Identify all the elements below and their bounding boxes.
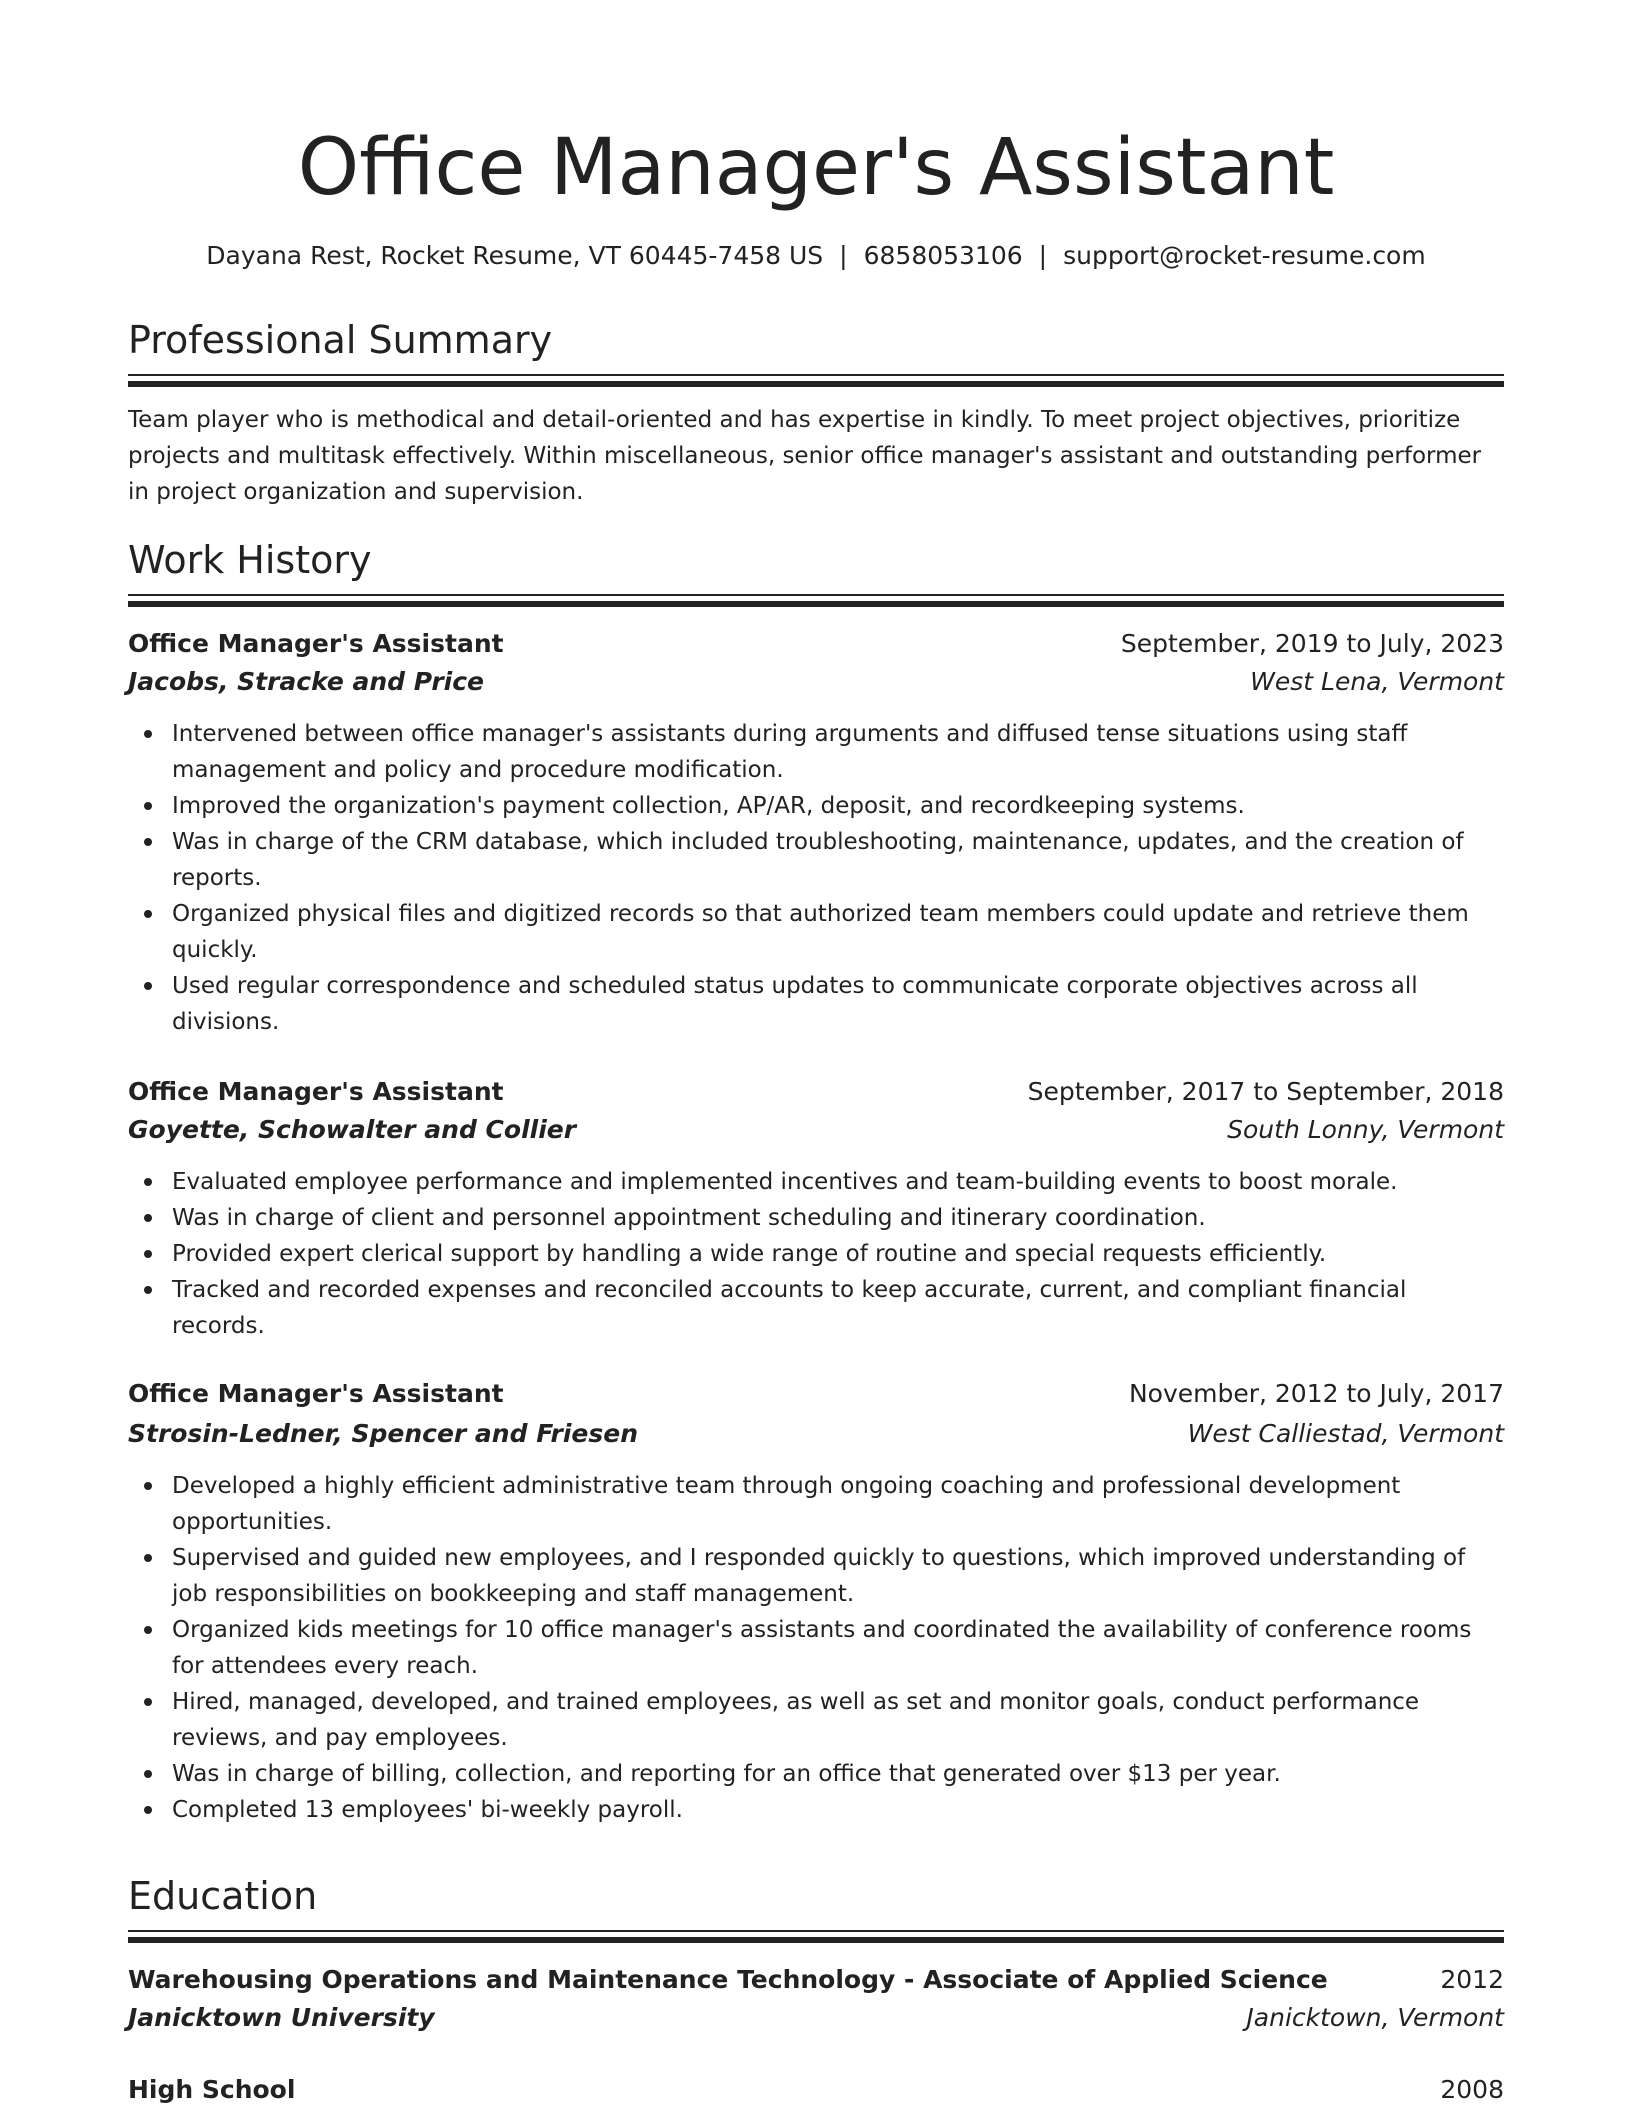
education-header [128,2072,1504,2108]
summary-text: Team player who is methodical and detail-oriented and has expertise in kindly. To meet project objectives, prioritize projects and multitask effectively. Within miscellaneous, senior office manager's assistant and outstanding performer in project organization and supervision. [128,407,1482,505]
education-school: Janicktown University [128,2003,435,2032]
education-header [128,1962,1504,1998]
education-year: 2012 [1440,1965,1504,1994]
job-header [128,1376,1504,1412]
job-dates: September, 2017 to September, 2018 [1027,1077,1504,1106]
contact-separator: | [1038,241,1048,270]
section-title-summary: Professional Summary [128,318,553,362]
list-item: Organized kids meetings for 10 office manager's assistants and coordinated the availability of conference rooms for attendees every reach. [172,1612,1504,1684]
job-position: Office Manager's Assistant [128,1077,504,1106]
contact-line [128,238,1504,274]
job-subheader [128,1112,1504,1148]
education-subheader [128,2000,1504,2036]
job-position: Office Manager's Assistant [128,1379,504,1408]
list-item: Evaluated employee performance and implemented incentives and team-building events to boost morale. [172,1164,1504,1200]
list-item: Organized physical files and digitized records so that authorized team members could update and retrieve them quickly. [172,896,1504,968]
education-degree: Warehousing Operations and Maintenance Technology - Associate of Applied Science [128,1965,1328,1994]
job-bullets [128,1468,1504,1828]
list-item: Used regular correspondence and scheduled status updates to communicate corporate objectives across all divisions. [172,968,1504,1040]
contact-email: support@rocket-resume.com [1063,241,1426,270]
job-dates: September, 2019 to July, 2023 [1120,629,1504,658]
contact-address: Dayana Rest, Rocket Resume, VT 60445-7458 US [206,241,824,270]
section-divider [128,1930,1504,1943]
list-item: Completed 13 employees' bi-weekly payroll. [172,1792,1504,1828]
list-item: Improved the organization's payment collection, AP/AR, deposit, and recordkeeping systems. [172,788,1504,824]
job-dates: November, 2012 to July, 2017 [1128,1379,1504,1408]
job-bullets [128,716,1504,1040]
list-item: Intervened between office manager's assistants during arguments and diffused tense situations using staff management and policy and procedure modification. [172,716,1504,788]
list-item: Was in charge of client and personnel appointment scheduling and itinerary coordination. [172,1200,1504,1236]
job-subheader [128,1416,1504,1452]
job-location: West Lena, Vermont [1250,667,1504,696]
list-item: Supervised and guided new employees, and I responded quickly to questions, which improved understanding of job responsibilities on bookkeeping and staff management. [172,1540,1504,1612]
list-item: Was in charge of billing, collection, and reporting for an office that generated over $13 per year. [172,1756,1504,1792]
list-item: Was in charge of the CRM database, which included troubleshooting, maintenance, updates, and the creation of reports. [172,824,1504,896]
contact-phone: 6858053106 [863,241,1023,270]
education-degree: High School [128,2075,296,2104]
job-company: Strosin-Ledner, Spencer and Friesen [128,1419,639,1448]
job-location: West Calliestad, Vermont [1187,1419,1504,1448]
list-item: Hired, managed, developed, and trained employees, as well as set and monitor goals, conduct performance reviews, and pay employees. [172,1684,1504,1756]
list-item: Provided expert clerical support by handling a wide range of routine and special requests efficiently. [172,1236,1504,1272]
job-location: South Lonny, Vermont [1227,1115,1504,1144]
education-location: Janicktown, Vermont [1246,2003,1504,2032]
list-item: Tracked and recorded expenses and reconciled accounts to keep accurate, current, and compliant financial records. [172,1272,1504,1344]
job-company: Goyette, Schowalter and Collier [128,1115,577,1144]
job-position: Office Manager's Assistant [128,629,504,658]
job-bullets [128,1164,1504,1344]
contact-separator: | [839,241,848,270]
candidate-name: Office Manager's Assistant [297,123,1335,213]
list-item: Developed a highly efficient administrative team through ongoing coaching and professional development opportunities. [172,1468,1504,1540]
job-header [128,1074,1504,1110]
section-title-education: Education [128,1874,318,1918]
job-header [128,626,1504,662]
job-subheader [128,664,1504,700]
section-title-work-history: Work History [128,538,372,582]
section-divider [128,374,1504,387]
education-year: 2008 [1440,2075,1504,2104]
section-divider [128,594,1504,607]
job-company: Jacobs, Stracke and Price [128,667,485,696]
